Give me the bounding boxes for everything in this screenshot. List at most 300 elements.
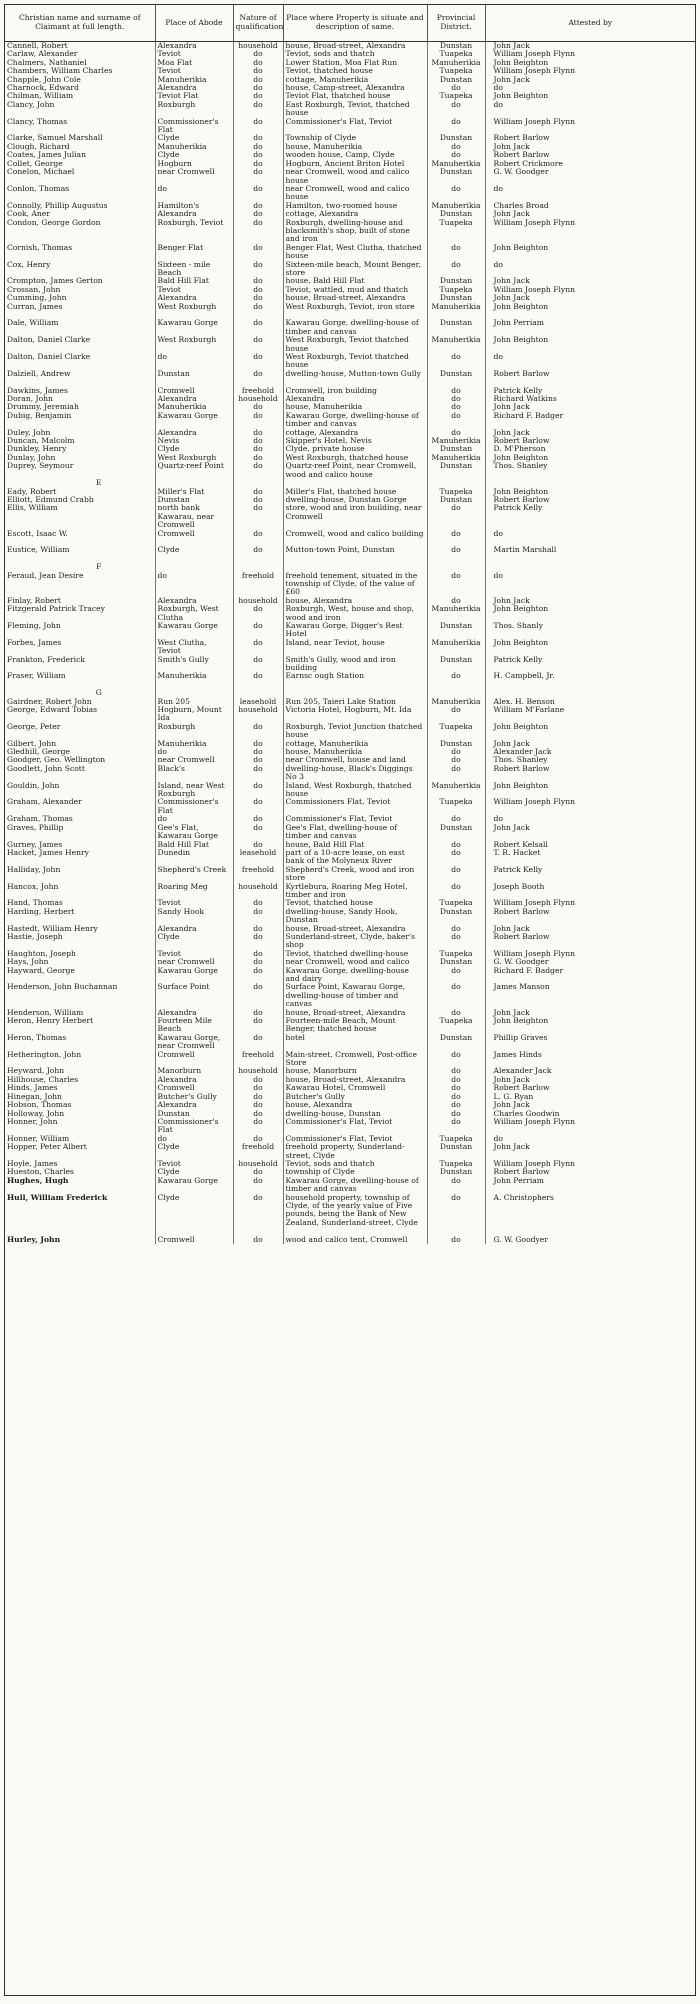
cell-district: Dunstan	[427, 1034, 485, 1051]
cell-name: Hetherington, John	[7, 1050, 82, 1059]
cell-attested: Patrick Kelly	[485, 656, 695, 673]
cell-property: Kawarau Gorge, dwelling-house and dairy	[283, 967, 427, 984]
cell-property: house, Broad-street, Alexandra	[283, 42, 427, 51]
cell-property: near Cromwell, wood and calico	[283, 958, 427, 966]
cell-nature: do	[233, 76, 283, 84]
cell-attested: John Beighton	[485, 59, 695, 67]
cell-attested: Robert Barlow	[485, 765, 695, 782]
cell-district: do	[427, 672, 485, 689]
cell-property: West Roxburgh, Teviot thatched house	[283, 336, 427, 353]
cell-property	[283, 479, 427, 487]
cell-abode: Black's	[155, 765, 233, 782]
cell-district: do	[427, 883, 485, 900]
cell-nature: do	[233, 723, 283, 740]
cell-property: Kyrtlebura, Roaring Meg Hotel, timber and iron	[283, 883, 427, 900]
cell-district: Manuherikia	[427, 454, 485, 462]
cell-nature: do	[233, 765, 283, 782]
cell-attested: G. W. Goodyer	[485, 1236, 695, 1244]
cell-abode: Kawarau Gorge, near Cromwell	[155, 1034, 233, 1051]
table-row	[5, 756, 695, 764]
cell-abode: Alexandra	[155, 429, 233, 437]
cell-property: house, Bald Hill Flat	[283, 277, 427, 285]
cell-nature: do	[233, 899, 283, 907]
cell-property: Alexandra	[283, 395, 427, 403]
cell-district: do	[427, 1009, 485, 1017]
cell-property: Miller's Flat, thatched house	[283, 488, 427, 496]
cell-property: house, Broad-street, Alexandra	[283, 925, 427, 933]
cell-nature: do	[233, 462, 283, 479]
cell-abode: Sandy Hook	[155, 908, 233, 925]
cell-nature: do	[233, 1135, 283, 1143]
cell-nature: freehold	[233, 387, 283, 395]
cell-name: Dalziell, Andrew	[7, 369, 71, 378]
cell-attested: William M'Farlane	[485, 706, 695, 723]
cell-property: Teviot, thatched house	[283, 67, 427, 75]
cell-nature: do	[233, 261, 283, 278]
cell-abode: Bald Hill Flat	[155, 277, 233, 285]
table-row	[5, 412, 695, 429]
cell-name: Fleming, John	[7, 621, 61, 630]
cell-name: Graham, Thomas	[7, 815, 73, 824]
cell-property: house, Camp-street, Alexandra	[283, 84, 427, 92]
table-row	[5, 445, 695, 453]
cell-nature: do	[233, 958, 283, 966]
table-row	[5, 1135, 695, 1143]
cell-property: dwelling-house, Dunstan Gorge	[283, 496, 427, 504]
cell-name: Fraser, William	[7, 672, 66, 681]
cell-nature	[233, 689, 283, 697]
cell-attested: William Joseph Flynn	[485, 1118, 695, 1135]
table-row	[5, 950, 695, 958]
cell-name: Duncan, Malcolm	[7, 437, 75, 446]
cell-abode: do	[155, 1135, 233, 1143]
table-row	[5, 849, 695, 866]
cell-attested: do	[485, 572, 695, 597]
table-row	[5, 496, 695, 504]
cell-name: Gouldin, John	[7, 781, 60, 790]
cell-abode: Manuherikia	[155, 740, 233, 748]
cell-abode: West Roxburgh	[155, 303, 233, 320]
cell-attested: H. Campbell, Jr.	[485, 672, 695, 689]
cell-nature: household	[233, 883, 283, 900]
cell-abode: Roxburgh	[155, 723, 233, 740]
cell-district: Tuapeka	[427, 1017, 485, 1034]
cell-property: store, wood and iron building, near Cromwell	[283, 504, 427, 529]
cell-name: Clancy, John	[7, 100, 55, 109]
cell-property: Teviot, wattled, mud and thatch	[283, 286, 427, 294]
section-letter-row	[5, 479, 695, 487]
cell-property: Kawarau Gorge, dwelling-house of timber and canvas	[283, 319, 427, 336]
cell-abode: Alexandra	[155, 597, 233, 605]
cell-nature: do	[233, 983, 283, 1008]
cell-district: do	[427, 387, 485, 395]
cell-nature: do	[233, 496, 283, 504]
cell-attested: Robert Barlow	[485, 933, 695, 950]
cell-attested: John Jack	[485, 210, 695, 218]
cell-abode: Clyde	[155, 933, 233, 950]
cell-abode: Clyde	[155, 1194, 233, 1236]
cell-nature: do	[233, 412, 283, 429]
cell-name: Harding, Herbert	[7, 907, 75, 916]
cell-abode: do	[155, 572, 233, 597]
cell-abode: Kawarau Gorge	[155, 1177, 233, 1194]
table-row	[5, 336, 695, 353]
table-row	[5, 370, 695, 387]
table-row	[5, 277, 695, 285]
cell-abode: Hogburn	[155, 160, 233, 168]
cell-attested: John Jack	[485, 294, 695, 302]
cell-nature: do	[233, 59, 283, 67]
cell-abode	[155, 689, 233, 697]
cell-name: Hastedt, William Henry	[7, 924, 98, 933]
cell-name: Gairdner, Robert John	[7, 697, 92, 706]
cell-district: do	[427, 101, 485, 118]
cell-abode: Manorburn	[155, 1067, 233, 1075]
cell-name: Henderson, John Buchannan	[7, 983, 118, 992]
cell-attested: Richard Watkins	[485, 395, 695, 403]
cell-attested: do	[485, 84, 695, 92]
cell-property: house, Manorburn	[283, 1067, 427, 1075]
cell-district: do	[427, 151, 485, 159]
cell-name: Crossan, John	[7, 285, 61, 294]
cell-abode: Dunstan	[155, 496, 233, 504]
cell-property: house, Manuherikia	[283, 748, 427, 756]
table-row	[5, 1143, 695, 1160]
cell-name: Coates, James Julian	[7, 151, 86, 160]
cell-property: Smith's Gully, wood and iron building	[283, 656, 427, 673]
cell-district: Manuherikia	[427, 303, 485, 320]
cell-district: Tuapeka	[427, 798, 485, 815]
cell-nature: do	[233, 504, 283, 529]
cell-abode: near Cromwell	[155, 958, 233, 966]
cell-abode: Cromwell	[155, 1236, 233, 1244]
cell-nature: do	[233, 1168, 283, 1176]
cell-property: Shepherd's Creek, wood and iron store	[283, 866, 427, 883]
cell-attested: Robert Barlow	[485, 1168, 695, 1176]
cell-abode: West Roxburgh	[155, 454, 233, 462]
cell-nature: do	[233, 1009, 283, 1017]
table-row	[5, 1177, 695, 1194]
cell-nature: do	[233, 319, 283, 336]
cell-nature: do	[233, 277, 283, 285]
cell-nature: household	[233, 42, 283, 51]
cell-attested: Robert Barlow	[485, 151, 695, 159]
cell-name: Hurley, John	[7, 1235, 61, 1244]
cell-property: household property, township of Clyde, of the yearly value of Five pounds, being the Bank of New Zealand, Sunderland-street, Clyde	[283, 1194, 427, 1236]
cell-property: house, Alexandra	[283, 597, 427, 605]
cell-abode: Commissioner's Flat	[155, 118, 233, 135]
table-row	[5, 395, 695, 403]
cell-property	[283, 563, 427, 571]
cell-property: Teviot, sods and thatch	[283, 1160, 427, 1168]
cell-district: do	[427, 504, 485, 529]
table-row	[5, 67, 695, 75]
cell-attested: Phillip Graves	[485, 1034, 695, 1051]
table-row	[5, 202, 695, 210]
table-row	[5, 504, 695, 529]
cell-nature: do	[233, 1236, 283, 1244]
cell-abode: Clyde	[155, 445, 233, 453]
cell-property: Commissioner's Flat, Teviot	[283, 815, 427, 823]
cell-district: do	[427, 1236, 485, 1244]
cell-attested: Robert Barlow	[485, 437, 695, 445]
table-row	[5, 1168, 695, 1176]
table-row	[5, 824, 695, 841]
cell-property: Butcher's Gully	[283, 1093, 427, 1101]
cell-nature: do	[233, 437, 283, 445]
cell-nature	[233, 563, 283, 571]
cell-name: Clancy, Thomas	[7, 117, 68, 126]
cell-name: Feraud, Jean Desire	[7, 571, 84, 580]
cell-nature: do	[233, 740, 283, 748]
cell-district: Dunstan	[427, 134, 485, 142]
table-row	[5, 387, 695, 395]
cell-nature: do	[233, 656, 283, 673]
cell-nature: do	[233, 1101, 283, 1109]
cell-attested: John Jack	[485, 76, 695, 84]
cell-attested: Robert Barlow	[485, 908, 695, 925]
cell-nature: freehold	[233, 866, 283, 883]
cell-nature: do	[233, 210, 283, 218]
cell-district: do	[427, 1067, 485, 1075]
cell-name: Goodlett, John Scott	[7, 764, 85, 773]
cell-name: Doran, John	[7, 395, 53, 404]
header-abode: Place of Abode	[155, 5, 233, 42]
cell-property: freehold property, Sunderland-street, Clyde	[283, 1143, 427, 1160]
cell-nature: do	[233, 454, 283, 462]
cell-abode: Teviot Flat	[155, 92, 233, 100]
table-row	[5, 1009, 695, 1017]
cell-property: East Roxburgh, Teviot, thatched house	[283, 101, 427, 118]
table-row	[5, 160, 695, 168]
cell-name: Hayward, George	[7, 966, 75, 975]
cell-name: Hinegan, John	[7, 1092, 62, 1101]
cell-name: Finlay, Robert	[7, 596, 61, 605]
cell-attested: William Joseph Flynn	[485, 50, 695, 58]
cell-district: do	[427, 967, 485, 984]
cell-abode: do	[155, 748, 233, 756]
cell-nature: do	[233, 168, 283, 185]
cell-abode: Benger Flat	[155, 244, 233, 261]
cell-abode: Hamilton's	[155, 202, 233, 210]
table-row	[5, 723, 695, 740]
claimants-table	[5, 5, 695, 1244]
cell-district	[427, 689, 485, 697]
cell-abode: Roxburgh, Teviot	[155, 219, 233, 244]
header-attested: Attested by	[485, 5, 695, 42]
table-row	[5, 698, 695, 706]
cell-district: do	[427, 1084, 485, 1092]
cell-abode: Butcher's Gully	[155, 1093, 233, 1101]
cell-abode: Alexandra	[155, 1009, 233, 1017]
cell-district: Tuapeka	[427, 92, 485, 100]
cell-district: do	[427, 933, 485, 950]
cell-attested: Robert Barlow	[485, 1084, 695, 1092]
cell-name: Elliott, Edmund Crabb	[7, 495, 94, 504]
cell-name: Fitzgerald Patrick Tracey	[7, 605, 105, 614]
cell-property: wooden house, Camp, Clyde	[283, 151, 427, 159]
cell-district: do	[427, 118, 485, 135]
header-district: Provincial District.	[427, 5, 485, 42]
cell-abode: Teviot	[155, 899, 233, 907]
cell-attested: Charles Goodwin	[485, 1110, 695, 1118]
cell-abode: Miller's Flat	[155, 488, 233, 496]
table-row	[5, 219, 695, 244]
cell-name: Connolly, Phillip Augustus	[7, 201, 108, 210]
cell-nature: do	[233, 92, 283, 100]
cell-nature: freehold	[233, 572, 283, 597]
table-row	[5, 1051, 695, 1068]
cell-district: Manuherikia	[427, 782, 485, 799]
table-row	[5, 185, 695, 202]
cell-abode: Kawarau Gorge	[155, 967, 233, 984]
header-property: Place where Property is situate and description of same.	[283, 5, 427, 42]
cell-district: Tuapeka	[427, 1135, 485, 1143]
header-name: Christian name and surname of Claimant at full length.	[5, 5, 155, 42]
cell-nature: do	[233, 118, 283, 135]
cell-property: Earnsc ough Station	[283, 672, 427, 689]
cell-property: Cromwell, wood and calico building	[283, 530, 427, 547]
cell-nature: do	[233, 748, 283, 756]
cell-attested: Charles Broad	[485, 202, 695, 210]
table-row	[5, 1093, 695, 1101]
cell-property: Quartz-reef Point, near Cromwell, wood and calico house	[283, 462, 427, 479]
cell-district: Manuherikia	[427, 202, 485, 210]
cell-nature: do	[233, 950, 283, 958]
cell-property: Kawarau Hotel, Cromwell	[283, 1084, 427, 1092]
cell-name: Henderson, William	[7, 1008, 84, 1017]
cell-district: Dunstan	[427, 908, 485, 925]
cell-name: Cook, Aner	[7, 210, 50, 219]
cell-nature: do	[233, 782, 283, 799]
cell-nature: household	[233, 1160, 283, 1168]
cell-name: G	[95, 689, 102, 698]
table-row	[5, 1236, 695, 1244]
cell-property: Roxburgh, West, house and shop, wood and iron	[283, 605, 427, 622]
cell-abode: Alexandra	[155, 1076, 233, 1084]
cell-name: Clarke, Samuel Marshall	[7, 134, 103, 143]
cell-attested: Joseph Booth	[485, 883, 695, 900]
cell-abode: Kawarau Gorge	[155, 319, 233, 336]
cell-name: Dunkley, Henry	[7, 445, 67, 454]
cell-district: do	[427, 1194, 485, 1236]
cell-district: Dunstan	[427, 76, 485, 84]
cell-abode: Island, near West Roxburgh	[155, 782, 233, 799]
cell-nature: do	[233, 798, 283, 815]
table-row	[5, 50, 695, 58]
cell-name: Clough, Richard	[7, 142, 70, 151]
cell-attested: Patrick Kelly	[485, 504, 695, 529]
cell-abode: Manuherikia	[155, 672, 233, 689]
cell-property: Skipper's Hotel, Nevis	[283, 437, 427, 445]
cell-abode: Manuherikia	[155, 143, 233, 151]
cell-district: Dunstan	[427, 370, 485, 387]
cell-nature: do	[233, 294, 283, 302]
table-row	[5, 261, 695, 278]
cell-attested: John Beighton	[485, 336, 695, 353]
cell-abode: do	[155, 353, 233, 370]
cell-district: do	[427, 572, 485, 597]
cell-district: Manuherikia	[427, 639, 485, 656]
cell-name: Hand, Thomas	[7, 899, 63, 908]
cell-district: Dunstan	[427, 1143, 485, 1160]
cell-nature: do	[233, 1118, 283, 1135]
cell-district: Dunstan	[427, 319, 485, 336]
cell-abode: Bald Hill Flat	[155, 841, 233, 849]
cell-property: house, Bald Hill Flat	[283, 841, 427, 849]
cell-abode: do	[155, 185, 233, 202]
cell-attested: Robert Kelsall	[485, 841, 695, 849]
table-row	[5, 639, 695, 656]
cell-district: do	[427, 706, 485, 723]
cell-property: house, Broad-street, Alexandra	[283, 294, 427, 302]
table-row	[5, 1101, 695, 1109]
cell-attested: Patrick Kelly	[485, 387, 695, 395]
cell-property: Mutton-town Point, Dunstan	[283, 546, 427, 563]
cell-district: Dunstan	[427, 277, 485, 285]
cell-property: Commissioner's Flat, Teviot	[283, 118, 427, 135]
cell-property: Roxburgh, dwelling-house and blacksmith's shop, built of stone and iron	[283, 219, 427, 244]
cell-property: Teviot, thatched house	[283, 899, 427, 907]
table-row	[5, 151, 695, 159]
cell-attested: John Beighton	[485, 454, 695, 462]
cell-abode: Commissioner's Flat	[155, 1118, 233, 1135]
cell-property: Kawarau Gorge, Digger's Rest Hotel	[283, 622, 427, 639]
table-row	[5, 706, 695, 723]
cell-abode: Clyde	[155, 1143, 233, 1160]
header-nature: Nature of qualification	[233, 5, 283, 42]
cell-district: Dunstan	[427, 210, 485, 218]
cell-property: cottage, Alexandra	[283, 429, 427, 437]
cell-attested: John Beighton	[485, 605, 695, 622]
cell-name: George, Peter	[7, 722, 61, 731]
cell-attested: John Beighton	[485, 782, 695, 799]
table-row	[5, 672, 695, 689]
cell-district: do	[427, 983, 485, 1008]
cell-district: do	[427, 1093, 485, 1101]
cell-name: Hinds, James	[7, 1084, 58, 1093]
cell-attested: Alexander Jack	[485, 748, 695, 756]
cell-abode: Kawarau Gorge	[155, 412, 233, 429]
cell-district: do	[427, 403, 485, 411]
cell-abode: Roxburgh, West Clutha	[155, 605, 233, 622]
table-row	[5, 42, 695, 51]
cell-abode	[155, 563, 233, 571]
cell-abode: Manuherikia	[155, 403, 233, 411]
table-row	[5, 1194, 695, 1236]
cell-nature: do	[233, 925, 283, 933]
cell-attested	[485, 479, 695, 487]
cell-abode: Gee's Flat, Kawarau Gorge	[155, 824, 233, 841]
cell-district: do	[427, 395, 485, 403]
cell-attested: do	[485, 815, 695, 823]
cell-property: cottage, Alexandra	[283, 210, 427, 218]
cell-abode: Fourteen Mile Beach	[155, 1017, 233, 1034]
cell-nature: do	[233, 530, 283, 547]
cell-nature: freehold	[233, 1143, 283, 1160]
table-row	[5, 841, 695, 849]
cell-attested: Alex. H. Benson	[485, 698, 695, 706]
cell-abode: Alexandra	[155, 210, 233, 218]
cell-district: do	[427, 1101, 485, 1109]
cell-district: do	[427, 185, 485, 202]
table-row	[5, 883, 695, 900]
cell-abode: Teviot	[155, 67, 233, 75]
cell-district: Tuapeka	[427, 723, 485, 740]
cell-nature: do	[233, 815, 283, 823]
cell-nature: do	[233, 546, 283, 563]
cell-nature: do	[233, 353, 283, 370]
